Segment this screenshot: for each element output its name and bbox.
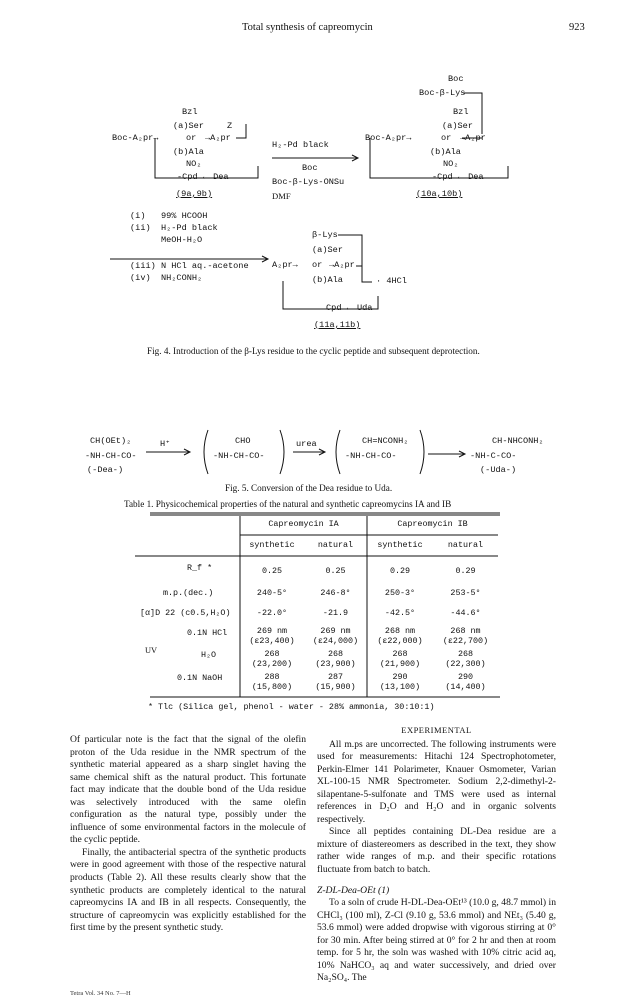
fig4-left-bzl: Bzl xyxy=(182,107,198,117)
table1-naoh-2b: (15,900) xyxy=(315,682,356,692)
fig4-right-boclys: Boc-β-Lys xyxy=(419,88,466,98)
fig4-right-a2pr: →A₂pr xyxy=(460,133,486,143)
table1-footnote: * Tlc (Silica gel, phenol - water - 28% ammonia, 30:10:1) xyxy=(148,702,435,712)
table1-sub-2: natural xyxy=(317,540,354,550)
table1-h2o-label: H₂O xyxy=(201,650,217,660)
fig4-product-bala: (b)Ala xyxy=(312,275,343,285)
fig5-dea-main: -NH-CH-CO- xyxy=(85,451,137,461)
fig5-cho: CHO xyxy=(235,436,251,446)
table1-naoh-label: 0.1N NaOH xyxy=(177,673,223,683)
fig4-product-a2pr: A₂pr→ xyxy=(272,260,298,270)
fig4-step-4: (iv) NH₂CONH₂ xyxy=(130,273,203,283)
fig4-right-or: or xyxy=(441,133,452,143)
fig4-left-boca2pr: Boc-A₂pr→ xyxy=(112,133,159,143)
right-column xyxy=(317,724,556,985)
table1-rot-4: -44.6° xyxy=(450,608,481,618)
left-paragraph-2: Finally, the antibacterial spectra of the synthetic products were in good agreement with those of the respective natural products (Table 2). All these results clearly show that the synthetic products are completely identical to the natural capreomycins IA and IB in all respects. Consequently, the structure of capreomycin was explicitly established for the first time by the present synthetic study. xyxy=(70,846,306,934)
fig4-product-or: or xyxy=(312,260,323,270)
fig4-right-bzl: Bzl xyxy=(453,107,469,117)
fig4-left-z: Z xyxy=(227,121,233,131)
fig5-urea: urea xyxy=(296,439,317,449)
fig4-right-boc: Boc xyxy=(448,74,464,84)
table1-h2o-3b: (21,900) xyxy=(379,659,421,669)
fig4-product-blys: β-Lys xyxy=(312,230,338,240)
table1-rot-2: -21.9 xyxy=(322,608,349,618)
fig4-left-bala: (b)Ala xyxy=(173,147,204,157)
table1-mp-label: m.p.(dec.) xyxy=(163,588,214,598)
fig5-imine-main: -NH-CH-CO- xyxy=(345,451,397,461)
fig4-right-no2: NO₂ xyxy=(443,159,459,169)
table1-h2o-4b: (22,300) xyxy=(445,659,486,669)
fig4-product-label: (11a,11b) xyxy=(314,320,361,330)
table1-hcl-2a: 269 nm xyxy=(320,626,351,636)
fig5-dea-top: CH(OEt)₂ xyxy=(90,436,132,446)
fig4-step-3: (iii) N HCl aq.-acetone xyxy=(130,261,249,271)
fig5-caption: Fig. 5. Conversion of the Dea residue to Uda. xyxy=(225,483,393,493)
table1-naoh-4b: (14,400) xyxy=(445,682,486,692)
table1-naoh-1a: 288 xyxy=(264,672,280,682)
fig4-right-label: (10a,10b) xyxy=(416,189,463,199)
table1-hcl-2b: (ε24,000) xyxy=(312,636,359,646)
table1-mp-3: 250-3° xyxy=(384,588,416,598)
fig4-step-2: (ii) H₂-Pd black xyxy=(130,223,218,233)
left-paragraph-1: Of particular note is the fact that the signal of the olefin proton of the Uda residue in the NMR spectrum of the synthetic material appeared as a sharp singlet having the same chemical shift as the natural product. This fortunate fact may indicate that the double bond of the Uda residue was selectively introduced with the same olefin configuration as the natural type, possibly under the influence of some environmental factors in the molecule of the cyclic peptide. xyxy=(70,734,306,846)
table1-rot-1: -22.0° xyxy=(256,608,288,618)
table1-rot-3: -42.5° xyxy=(384,608,416,618)
left-column xyxy=(70,734,306,935)
fig4-left-a2pr: →A₂pr xyxy=(205,133,231,143)
fig4-reagent-dmf: DMF xyxy=(272,191,291,201)
table1-h2o-1a: 268 xyxy=(264,649,280,659)
fig4-product-cpd: Cpd ← Uda xyxy=(326,303,373,313)
fig4-reagent-h2pd: H₂-Pd black xyxy=(272,140,329,150)
table1-h2o-4a: 268 xyxy=(457,649,474,659)
table1-hcl-3a: 268 nm xyxy=(384,626,416,636)
table1-rf-1: 0.25 xyxy=(261,566,283,576)
table1-rot-label: [α]D 22 (c0.5,H₂O) xyxy=(140,608,231,618)
table1-hcl-label: 0.1N HCl xyxy=(187,628,228,638)
fig4-right-cpd: -Cpd ← Dea xyxy=(432,172,484,182)
fig4-reagent-boclys: Boc-β-Lys-ONSu xyxy=(272,177,345,187)
fig4-caption: Fig. 4. Introduction of the β-Lys residue to the cyclic peptide and subsequent deprotection. xyxy=(147,346,480,356)
table1-rf-label: R_f * xyxy=(187,563,213,573)
table1-sub-4: natural xyxy=(447,540,484,550)
fig4-left-or: or xyxy=(186,133,197,143)
fig5-imine-top: CH=NCONH₂ xyxy=(362,436,409,446)
fig4-step-2b: MeOH-H₂O xyxy=(130,235,203,245)
right-paragraph-3: To a soln of crude H-DL-Dea-OEt¹³ (10.0 g, 48.7 mmol) in CHCl₃ (100 ml), Z-Cl (9.10 g, 53.6 mmol) and NEt₃ (5.40 g, 53.6 mmol) were added dropwise with vigorous stirring at 0° for 30 min. After being stirred at 0° for 2 hr and then at room temp. for 5 hr, the soln was washed with 10% citric acid aq, 10% NaHCO₃ aq and water successively, and dried over Na₂SO₄. The xyxy=(317,897,556,984)
fig4-right-boca2pr: Boc-A₂pr→ xyxy=(365,133,412,143)
table1-rf-3: 0.29 xyxy=(389,566,411,576)
table1-h2o-3a: 268 xyxy=(392,649,408,659)
fig4-step-1: (i) 99% HCOOH xyxy=(130,211,208,221)
table1-mp-2: 246-8° xyxy=(320,588,351,598)
table1-naoh-4a: 290 xyxy=(457,672,474,682)
fig4-left-aser: (a)Ser xyxy=(173,121,204,131)
table1-h2o-2a: 268 xyxy=(327,649,344,659)
table1-naoh-1b: (15,800) xyxy=(251,682,293,692)
fig4-product-aser: (a)Ser xyxy=(312,245,343,255)
fig5-aldehyde-main: -NH-CH-CO- xyxy=(213,451,265,461)
table1-hcl-4a: 268 nm xyxy=(450,626,481,636)
running-title: Total synthesis of capreomycin xyxy=(242,22,373,33)
page-footer: Tetra Vol. 34 No. 7—H xyxy=(70,990,131,997)
table1-group-a: Capreomycin IA xyxy=(268,519,339,529)
fig4-product-a2pr2: →A₂pr xyxy=(329,260,355,270)
table1-rf-4: 0.29 xyxy=(455,566,476,576)
right-paragraph-1: All m.ps are uncorrected. The following instruments were used for measurements: Hitachi 124 Spectrophotometer, Perkin-Elmer 141 Polarimeter, Knauer Osmometer, Varian XL-100-15 NMR Spectrometer. Sodium 2,2-dimethyl-2-silapentane-5-sulfonate and TMS were used as internal references in D₂O and H₂O and in organic solvents respectively. xyxy=(317,738,556,825)
table1-group-b: Capreomycin IB xyxy=(397,519,468,529)
page-number: 923 xyxy=(569,22,585,33)
table1-h2o-2b: (23,900) xyxy=(315,659,356,669)
table1-mp-1: 240-5° xyxy=(256,588,288,598)
fig5-acid: H⁺ xyxy=(160,439,171,449)
fig5-uda-label: (-Uda-) xyxy=(480,465,517,475)
fig5-dea-label: (-Dea-) xyxy=(87,465,124,475)
right-paragraph-2: Since all peptides containing DL-Dea residue are a mixture of diastereomers as described in the text, they show rather wide ranges of m.p. and their specific rotations fluctuate from batch to batch. xyxy=(317,826,556,876)
fig5-uda-top: CH-NHCONH₂ xyxy=(492,436,544,446)
table1-rf-2: 0.25 xyxy=(325,566,346,576)
fig5-uda-main: -NH-C-CO- xyxy=(470,451,517,461)
table1-caption: Table 1. Physicochemical properties of the natural and synthetic capreomycins IA and IB xyxy=(124,499,452,509)
table1-naoh-3b: (13,100) xyxy=(379,682,421,692)
table1-uv-label: UV xyxy=(145,646,158,655)
table1-mp-4: 253-5° xyxy=(450,588,481,598)
compound-1-heading: Z-DL-Dea-OEt (1) xyxy=(317,884,390,896)
table1-naoh-3a: 290 xyxy=(392,672,408,682)
table1-h2o-1b: (23,200) xyxy=(251,659,293,669)
fig4-left-no2: NO₂ xyxy=(186,159,202,169)
fig4-right-bala: (b)Ala xyxy=(430,147,461,157)
fig4-right-aser: (a)Ser xyxy=(442,121,473,131)
table1-naoh-2a: 287 xyxy=(327,672,344,682)
fig4-left-label: (9a,9b) xyxy=(176,189,213,199)
fig4-reagent-boc: Boc xyxy=(302,163,318,173)
fig4-product-hcl: · 4HCl xyxy=(376,276,407,286)
experimental-heading: EXPERIMENTAL xyxy=(401,725,472,735)
table1-hcl-1a: 269 nm xyxy=(256,626,288,636)
table1-hcl-4b: (ε22,700) xyxy=(442,636,489,646)
table1-sub-3: synthetic xyxy=(377,540,423,550)
table1-sub-1: synthetic xyxy=(249,540,295,550)
table1-hcl-1b: (ε23,400) xyxy=(249,636,295,646)
table1-hcl-3b: (ε22,000) xyxy=(377,636,423,646)
fig4-left-cpd: -Cpd ← Dea xyxy=(177,172,229,182)
